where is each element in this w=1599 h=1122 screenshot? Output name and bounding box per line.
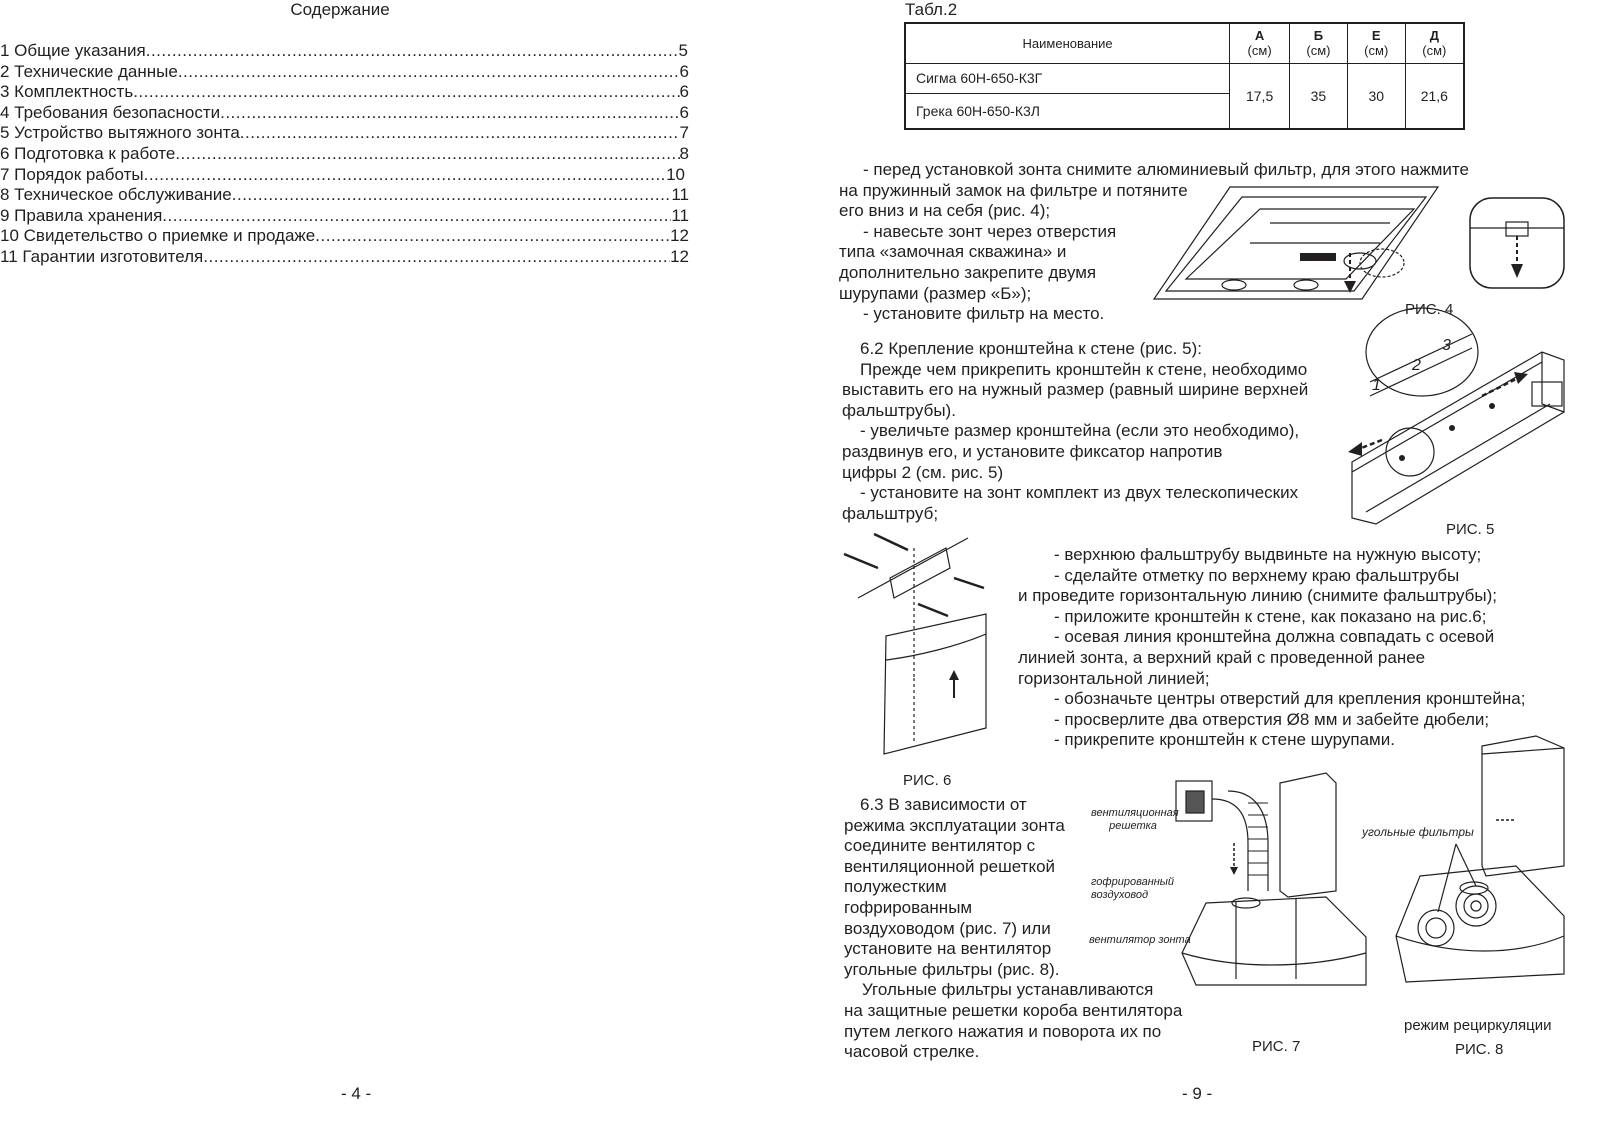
figure-4-latch-detail <box>1468 196 1568 292</box>
table-caption: Табл.2 <box>905 0 958 19</box>
toc-leader-dots <box>146 41 679 62</box>
toc-entry-page: 6 <box>679 102 689 122</box>
label-carbon-filters: угольные фильтры <box>1362 825 1474 839</box>
toc-entry-page: 5 <box>678 41 688 60</box>
text-block-filter: - перед установкой зонта снимите алюминиевый фильтр, для этого нажмите на пружинный замок на фильтре и потяните его вниз и на себя (рис. 4); - навесьте зонт через отверстия типа «замочная скважина» и дополнительно закрепите двумя шурупами (размер «Б»); - установите фильтр на место. <box>839 160 1469 324</box>
bracket-scale-number: 2 <box>1412 357 1421 374</box>
toc-entry <box>0 144 689 165</box>
text-block-connection: 6.3 В зависимости от режима эксплуатации зонта соедините вентилятор с вентиляционной решеткой полужестким гофрированным воздуховодом (рис. 7) или установите на вентилятор угольные фильтры (рис. 8). Угольные фильтры устанавливаются на защитные решетки короба вентилятора путем легкого нажатия и поворота их по часовой стрелке. <box>844 795 1183 1062</box>
toc-entry-label: 2 Технические данные <box>0 61 178 81</box>
figure-7-duct-mode <box>1176 773 1372 1005</box>
table-cell-b: 35 <box>1290 63 1348 129</box>
toc-entry-label: 5 Устройство вытяжного зонта <box>0 123 240 143</box>
toc-entry-page: 11 <box>671 205 689 225</box>
table-header-col-e: Е (см) <box>1347 23 1405 63</box>
toc-entry <box>0 165 685 186</box>
toc-entry-page: 10 <box>666 164 685 184</box>
right-page-number: - 9 - <box>1182 1084 1213 1103</box>
table-header-name: Наименование <box>905 23 1230 63</box>
figure-7-caption: РИС. 7 <box>1252 1038 1301 1055</box>
table-header-col-a: А (см) <box>1230 23 1290 63</box>
dimensions-table <box>904 22 1465 130</box>
toc-entry-label: 7 Порядок работы <box>0 164 144 184</box>
toc-entry-label: 10 Свидетельство о приемке и продаже <box>0 226 316 246</box>
toc-leader-dots <box>220 103 679 124</box>
toc-entry-label: 6 Подготовка к работе <box>0 143 176 163</box>
toc-leader-dots <box>203 247 670 268</box>
toc-entry <box>0 226 689 247</box>
table-cell-e: 30 <box>1347 63 1405 129</box>
recirculation-mode-label: режим рециркуляции <box>1404 1017 1552 1034</box>
toc-entry-page: 12 <box>670 246 689 266</box>
toc-entry-label: 4 Требования безопасности <box>0 102 221 122</box>
figure-5-bracket <box>1342 312 1567 534</box>
toc-entry-page: 12 <box>670 226 689 246</box>
table-header-col-b: Б (см) <box>1290 23 1348 63</box>
toc-entry <box>0 123 689 144</box>
figure-4-caption: РИС. 4 <box>1405 301 1454 318</box>
figure-5-caption: РИС. 5 <box>1446 521 1495 538</box>
toc-leader-dots <box>232 185 672 206</box>
label-vent-grille: вентиляционная решетка <box>1091 807 1179 832</box>
toc-entry-page: 11 <box>671 185 689 205</box>
figure-8-recirculation <box>1396 736 1566 994</box>
toc-entry-page: 6 <box>679 61 689 81</box>
toc-leader-dots <box>178 62 680 83</box>
table-cell-d: 21,6 <box>1405 63 1464 129</box>
toc-entry <box>0 206 689 227</box>
toc-title: Содержание <box>290 0 390 19</box>
toc-leader-dots <box>162 206 671 227</box>
table-cell-a: 17,5 <box>1230 63 1290 129</box>
toc-entry-label: 3 Комплектность <box>0 82 134 102</box>
toc-entry <box>0 247 689 268</box>
label-corrugated-duct: гофрированный воздуховод <box>1091 876 1175 901</box>
figure-6-caption: РИС. 6 <box>903 772 952 789</box>
toc-entry <box>0 82 689 103</box>
text-block-bracket: 6.2 Крепление кронштейна к стене (рис. 5): Прежде чем прикрепить кронштейн к стене, необходимо выставить его на нужный размер (равный ширине верхней фальштрубы). - увеличьте размер кронштейна (если это необходимо), раздвинув его, и установите фиксатор напротив цифры 2 (см. рис. 5) - установите на зонт комплект из двух телескопических фальштруб; <box>842 339 1309 523</box>
text-block-marking: - верхнюю фальштрубу выдвиньте на нужную высоту; - сделайте отметку по верхнему краю фальштрубы и проведите горизонтальную линию (снимите фальштрубы); - приложите кронштейн к стене, как показано на рис.6; - осевая линия кронштейна должна совпадать с осевой линией зонта, а верхний край с проведенной ранее горизонтальной линией; - обозначьте центры отверстий для крепления кронштейна; - просверлите два отверстия Ø8 мм и забейте дюбели; - прикрепите кронштейн к стене шурупами. <box>1018 545 1526 750</box>
toc-entry <box>0 103 689 124</box>
toc-entry-page: 7 <box>679 123 689 143</box>
toc-entry <box>0 62 689 83</box>
toc-leader-dots <box>175 144 679 165</box>
table-of-contents <box>0 41 700 268</box>
toc-entry-label: 11 Гарантии изготовителя <box>0 246 204 266</box>
table-row-name: Сигма 60Н-650-К3Г <box>905 63 1230 93</box>
toc-entry <box>0 185 689 206</box>
toc-entry-label: 1 Общие указания <box>0 41 146 60</box>
toc-leader-dots <box>240 123 680 144</box>
left-page-number: - 4 - <box>341 1084 372 1103</box>
toc-leader-dots <box>144 165 666 186</box>
bracket-scale-number: 1 <box>1372 377 1381 394</box>
figure-4-hood-filter <box>1150 183 1440 303</box>
toc-entry <box>0 41 688 62</box>
toc-entry-page: 6 <box>679 82 689 102</box>
toc-entry-page: 8 <box>679 143 689 163</box>
label-hood-fan: вентилятор зонта <box>1089 934 1191 946</box>
table-row-name: Грека 60Н-650-К3Л <box>905 93 1230 129</box>
toc-entry-label: 9 Правила хранения <box>0 205 163 225</box>
table-header-col-d: Д (см) <box>1405 23 1464 63</box>
toc-entry-label: 8 Техническое обслуживание <box>0 185 232 205</box>
toc-leader-dots <box>133 82 679 103</box>
toc-leader-dots <box>315 226 670 247</box>
bracket-scale-number: 3 <box>1442 337 1451 354</box>
figure-6-wall-bracket <box>838 528 1010 764</box>
figure-8-caption: РИС. 8 <box>1455 1041 1504 1058</box>
